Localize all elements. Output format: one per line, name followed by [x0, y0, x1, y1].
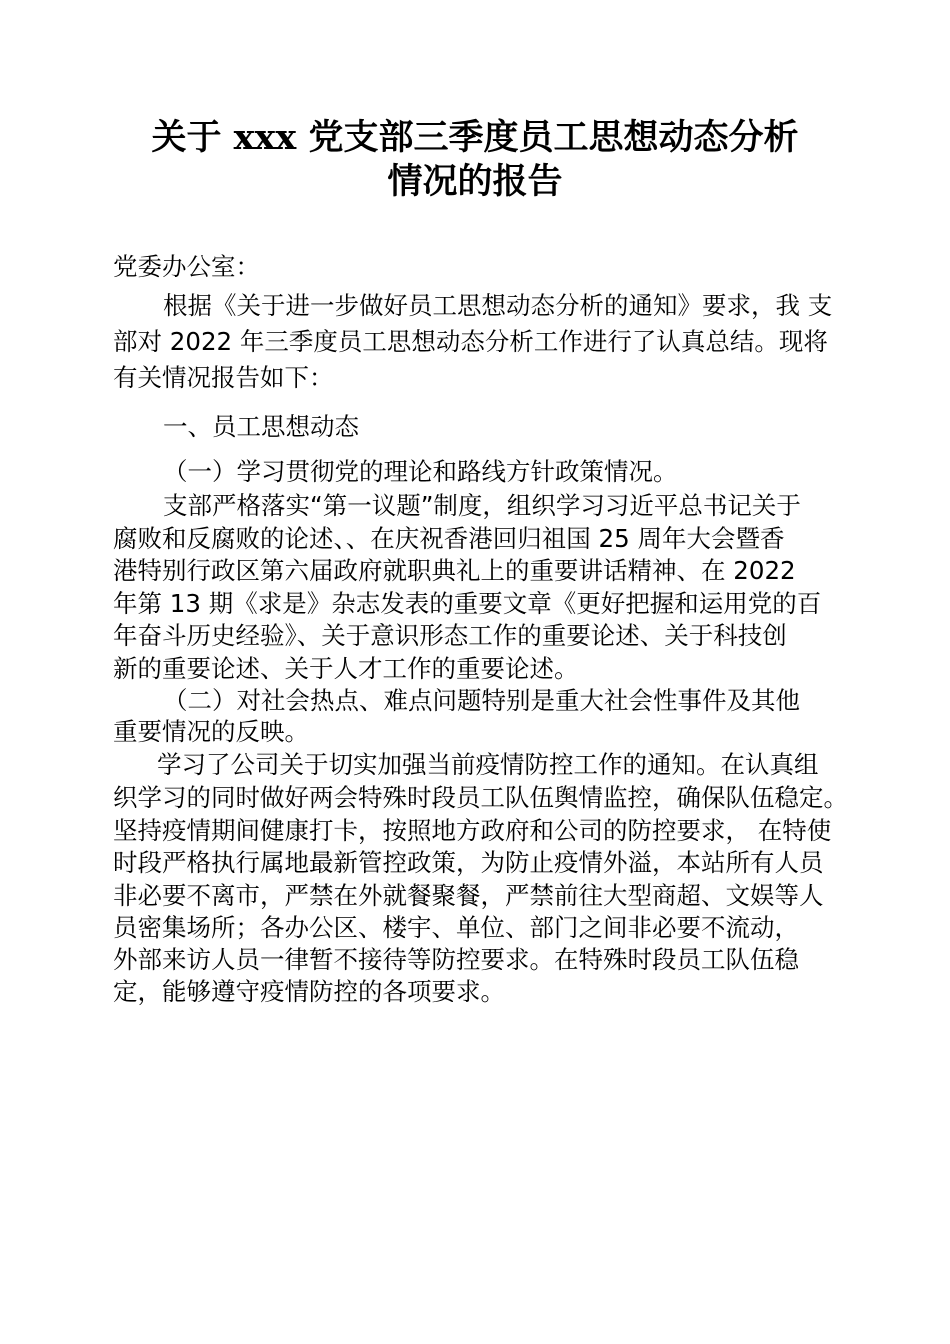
- body-line: 员密集场所；各办公区、楼宇、单位、部门之间非必要不流动，: [113, 913, 799, 942]
- section-heading: 一、员工思想动态: [163, 412, 359, 441]
- body-line: 外部来访人员一律暂不接待等防控要求。在特殊时段员工队伍稳: [113, 945, 799, 974]
- body-line: 学习了公司关于切实加强当前疫情防控工作的通知。在认真组: [157, 750, 819, 779]
- body-line: 新的重要论述、关于人才工作的重要论述。: [113, 654, 579, 683]
- salutation: 党委办公室：: [113, 252, 260, 281]
- body-line: 根据《关于进一步做好员工思想动态分析的通知》要求，我 支: [163, 291, 833, 320]
- body-line: 支部严格落实“第一议题”制度，组织学习习近平总书记关于: [163, 491, 801, 520]
- subsection-heading: （一）学习贯彻党的理论和路线方针政策情况。: [163, 457, 678, 486]
- body-line: 织学习的同时做好两会特殊时段员工队伍舆情监控，确保队伍稳定。: [113, 783, 848, 812]
- subsection-heading-continued: 重要情况的反映。: [113, 717, 309, 746]
- body-line: 非必要不离市，严禁在外就餐聚餐，严禁前往大型商超、文娱等人: [113, 881, 824, 910]
- body-line: 部对 2022 年三季度员工思想动态分析工作进行了认真总结。现将: [113, 327, 828, 356]
- document-title-line-2: 情况的报告: [387, 161, 563, 202]
- subsection-heading: （二）对社会热点、难点问题特别是重大社会性事件及其他: [163, 686, 800, 715]
- body-line: 时段严格执行属地最新管控政策，为防止疫情外溢，本站所有人员: [113, 848, 824, 877]
- body-line: 坚持疫情期间健康打卡，按照地方政府和公司的防控要求， 在特使: [113, 816, 832, 845]
- body-line: 港特别行政区第六届政府就职典礼上的重要讲话精神、在 2022: [113, 556, 796, 585]
- body-line: 定，能够遵守疫情防控的各项要求。: [113, 977, 505, 1006]
- body-line: 有关情况报告如下：: [113, 363, 334, 392]
- body-line: 腐败和反腐败的论述、、在庆祝香港回归祖国 25 周年大会暨香: [113, 524, 785, 553]
- body-line: 年第 13 期《求是》杂志发表的重要文章《更好把握和运用党的百: [113, 589, 822, 618]
- body-line: 年奋斗历史经验》、关于意识形态工作的重要论述、关于科技创: [113, 621, 787, 650]
- document-title-line-1: 关于 xxx 党支部三季度员工思想动态分析: [151, 117, 799, 158]
